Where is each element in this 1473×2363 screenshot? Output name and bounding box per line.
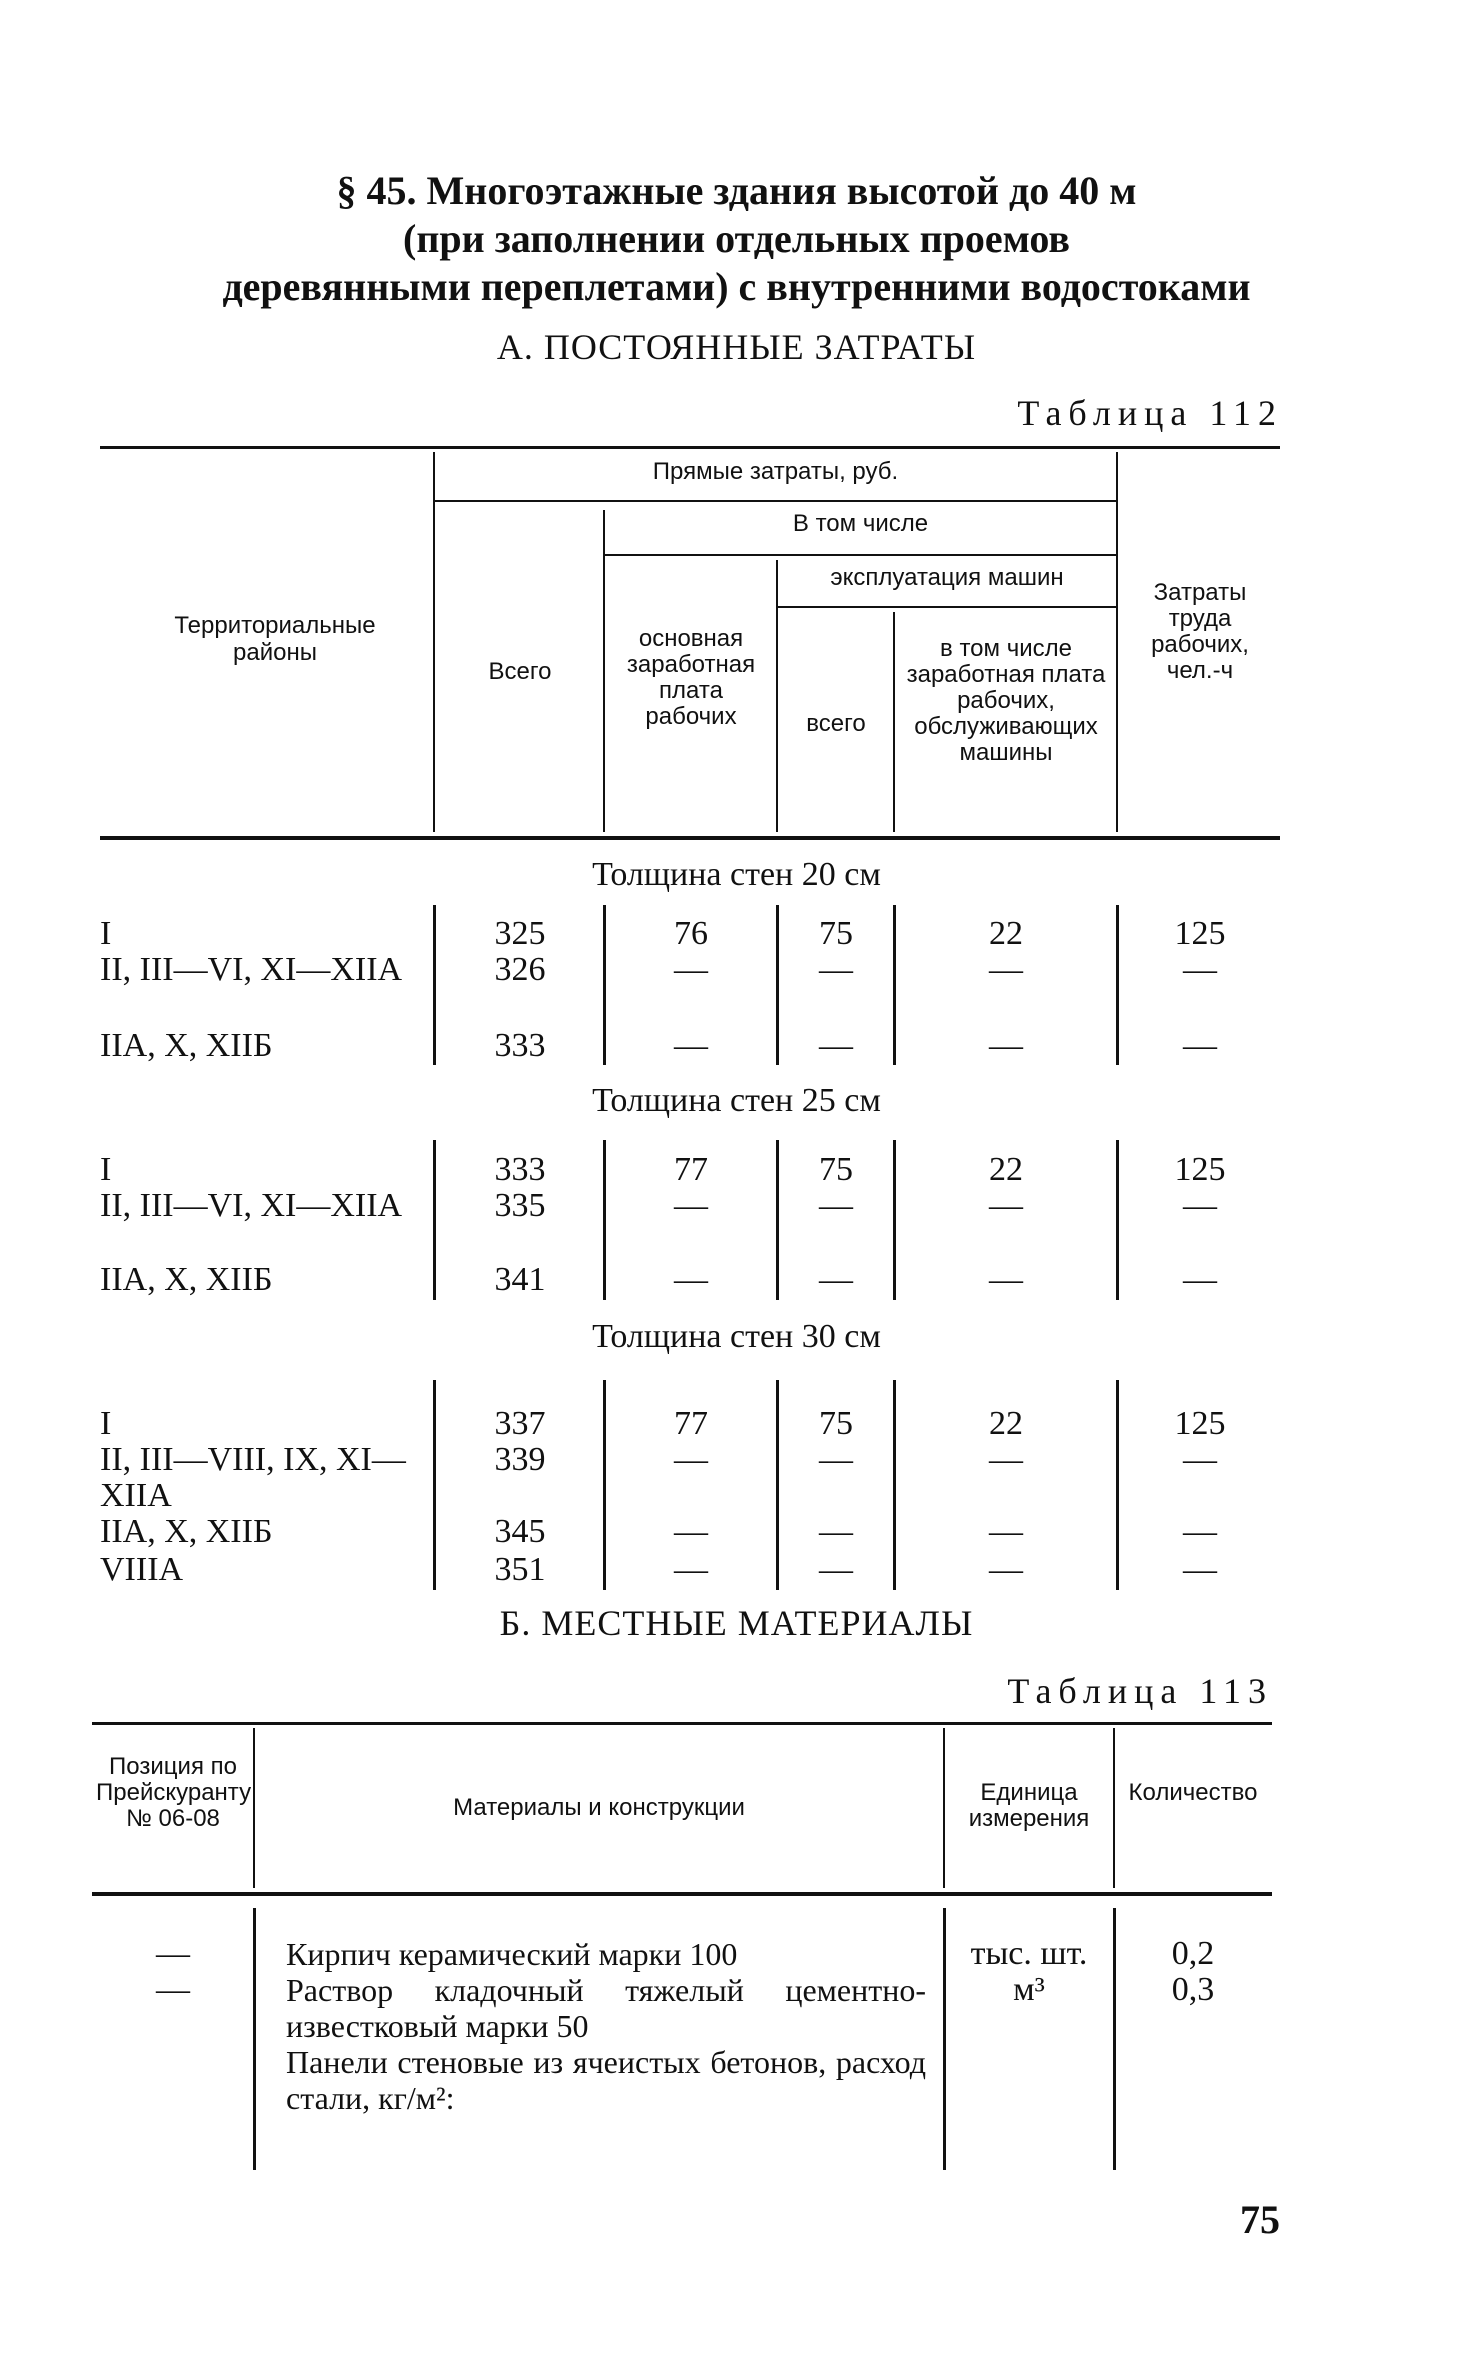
column-rule: [1116, 1140, 1119, 1300]
column-rule: [776, 905, 779, 1065]
column-rule: [943, 1908, 946, 2170]
wall-thickness-20: Толщина стен 20 см: [592, 856, 881, 893]
unit-cell: тыс. шт.: [970, 1935, 1088, 1972]
table-113-header-divider: [253, 1728, 255, 1888]
machines-wage-cell: —: [989, 1027, 1023, 1064]
region-cell: IIA, X, XIIБ: [100, 1261, 273, 1298]
region-cell: I: [100, 1151, 112, 1188]
material-cell: Кирпич керамический марки 100: [286, 1936, 738, 1972]
table-112-header-divider: [776, 560, 778, 832]
wage-cell: —: [674, 1441, 708, 1478]
total-cell: 351: [494, 1551, 546, 1588]
machines-wage-cell: —: [989, 951, 1023, 988]
header-labor-costs: Затраты труда рабочих, чел.-ч: [1151, 579, 1249, 684]
wage-cell: —: [674, 1551, 708, 1588]
machines-cell: 75: [819, 915, 853, 952]
header-quantity: Количество: [1128, 1779, 1258, 1806]
column-rule: [776, 1140, 779, 1300]
machines-cell: 75: [819, 1405, 853, 1442]
labor-cell: —: [1183, 951, 1217, 988]
table-112-header-rule: [100, 836, 1280, 840]
machines-wage-cell: 22: [989, 1405, 1023, 1442]
header-total: Всего: [488, 658, 552, 685]
header-machine-operation: эксплуатация машин: [830, 564, 1064, 591]
column-rule: [893, 1380, 896, 1590]
wall-thickness-25: Толщина стен 25 см: [592, 1082, 881, 1119]
machines-wage-cell: 22: [989, 915, 1023, 952]
header-regions: Территориальные районы: [174, 612, 376, 666]
table-113-label: Таблица 113: [1007, 1671, 1273, 1711]
wage-cell: —: [674, 951, 708, 988]
header-including: В том числе: [792, 510, 929, 537]
column-rule: [253, 1908, 256, 2170]
column-rule: [893, 905, 896, 1065]
total-cell: 333: [494, 1151, 546, 1188]
region-cell: IIA, X, XIIБ: [100, 1513, 273, 1550]
region-cell: II, III—VI, XI—XIIA: [100, 1187, 403, 1224]
machines-cell: —: [819, 951, 853, 988]
material-cell: Раствор кладочный тяжелый цементно-известковый марки 50: [286, 1972, 926, 2044]
total-cell: 335: [494, 1187, 546, 1224]
region-cell: II, III—VIII, IX, XI—XIIA: [100, 1441, 406, 1514]
machines-cell: —: [819, 1261, 853, 1298]
table-112-header-rule: [605, 554, 1116, 556]
machines-wage-cell: —: [989, 1551, 1023, 1588]
region-cell: I: [100, 915, 112, 952]
labor-cell: 125: [1174, 1151, 1226, 1188]
wage-cell: —: [674, 1027, 708, 1064]
labor-cell: —: [1183, 1513, 1217, 1550]
total-cell: 339: [494, 1441, 546, 1478]
labor-cell: 125: [1174, 1405, 1226, 1442]
labor-cell: —: [1183, 1441, 1217, 1478]
column-rule: [603, 1380, 606, 1590]
table-113-header-divider: [1113, 1728, 1115, 1888]
region-cell: II, III—VI, XI—XIIA: [100, 951, 403, 988]
wage-cell: 77: [674, 1151, 708, 1188]
total-cell: 345: [494, 1513, 546, 1550]
unit-cell: м³: [1013, 1971, 1045, 2008]
position-cell: —: [156, 1971, 190, 2008]
section-heading-line-3: деревянными переплетами) с внутренними водостоками: [222, 264, 1251, 309]
wage-cell: 76: [674, 915, 708, 952]
column-rule: [603, 905, 606, 1065]
total-cell: 325: [494, 915, 546, 952]
header-machines-total: всего: [806, 710, 866, 737]
column-rule: [1113, 1908, 1116, 2170]
region-cell: VIIIA: [100, 1551, 184, 1588]
column-rule: [893, 1140, 896, 1300]
machines-cell: —: [819, 1513, 853, 1550]
machines-wage-cell: —: [989, 1187, 1023, 1224]
wage-cell: —: [674, 1187, 708, 1224]
labor-cell: —: [1183, 1261, 1217, 1298]
header-base-wage: основная заработная плата рабочих: [626, 625, 756, 730]
quantity-cell: 0,3: [1171, 1971, 1215, 2008]
column-rule: [776, 1380, 779, 1590]
header-unit: Единица измерения: [968, 1779, 1090, 1832]
wage-cell: —: [674, 1513, 708, 1550]
header-direct-costs: Прямые затраты, руб.: [652, 458, 899, 485]
machines-cell: —: [819, 1187, 853, 1224]
labor-cell: —: [1183, 1551, 1217, 1588]
labor-cell: 125: [1174, 915, 1226, 952]
table-112-header-divider: [433, 452, 435, 832]
table-112-header-rule: [778, 606, 1116, 608]
total-cell: 341: [494, 1261, 546, 1298]
machines-cell: —: [819, 1551, 853, 1588]
table-113-header-divider: [943, 1728, 945, 1888]
labor-cell: —: [1183, 1187, 1217, 1224]
machines-wage-cell: —: [989, 1441, 1023, 1478]
table-112-header-divider: [603, 510, 605, 832]
labor-cell: —: [1183, 1027, 1217, 1064]
section-heading-line-2: (при заполнении отдельных проемов: [403, 216, 1070, 261]
material-cell: Панели стеновые из ячеистых бетонов, расход стали, кг/м²:: [286, 2044, 926, 2116]
column-rule: [1116, 1380, 1119, 1590]
machines-wage-cell: —: [989, 1513, 1023, 1550]
total-cell: 337: [494, 1405, 546, 1442]
table-112-header-rule: [435, 500, 1116, 502]
table-113-top-rule: [92, 1722, 1272, 1725]
section-heading-line-1: § 45. Многоэтажные здания высотой до 40 м: [336, 168, 1137, 213]
machines-cell: 75: [819, 1151, 853, 1188]
quantity-cell: 0,2: [1171, 1935, 1215, 1972]
column-rule: [433, 1140, 436, 1300]
wage-cell: —: [674, 1261, 708, 1298]
table-112-header-divider: [1116, 452, 1118, 832]
column-rule: [433, 1380, 436, 1590]
wage-cell: 77: [674, 1405, 708, 1442]
table-112-top-rule: [100, 446, 1280, 449]
column-rule: [603, 1140, 606, 1300]
machines-wage-cell: —: [989, 1261, 1023, 1298]
region-cell: I: [100, 1405, 112, 1442]
position-cell: —: [156, 1935, 190, 1972]
section-a-title: А. ПОСТОЯННЫЕ ЗАТРАТЫ: [496, 327, 977, 367]
region-cell: IIA, X, XIIБ: [100, 1027, 273, 1064]
header-position: Позиция по Прейскуранту № 06-08: [96, 1753, 252, 1832]
column-rule: [1116, 905, 1119, 1065]
table-112-label: Таблица 112: [1017, 393, 1283, 433]
table-113-header-rule: [92, 1892, 1272, 1896]
machines-cell: —: [819, 1027, 853, 1064]
column-rule: [433, 905, 436, 1065]
total-cell: 326: [494, 951, 546, 988]
machines-cell: —: [819, 1441, 853, 1478]
table-112-header-divider: [893, 612, 895, 832]
machines-wage-cell: 22: [989, 1151, 1023, 1188]
wall-thickness-30: Толщина стен 30 см: [592, 1318, 881, 1355]
page-number: 75: [1240, 2197, 1280, 2242]
section-b-title: Б. МЕСТНЫЕ МАТЕРИАЛЫ: [499, 1603, 974, 1643]
header-materials: Материалы и конструкции: [453, 1794, 745, 1821]
total-cell: 333: [494, 1027, 546, 1064]
header-machines-wage: в том числе заработная плата рабочих, обслуживающих машины: [906, 635, 1106, 766]
